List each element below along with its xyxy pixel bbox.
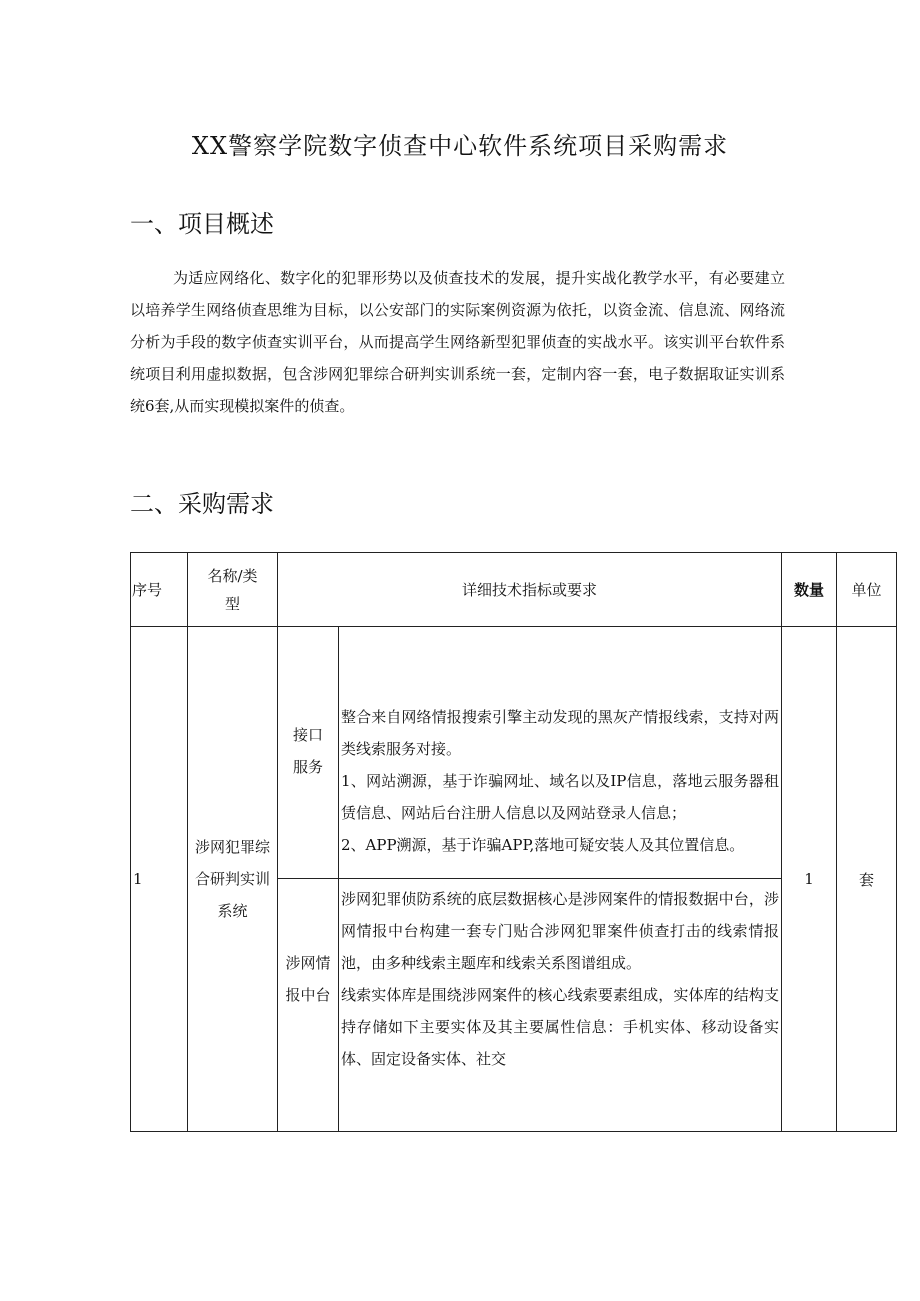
sub1-detail xyxy=(339,627,782,879)
table-header-row xyxy=(131,553,897,627)
header-name-line1: 名称/类 xyxy=(207,566,258,585)
sub1-detail-line: 整合来自网络情报搜索引擎主动发现的黑灰产情报线索，支持对两类线索服务对接。 xyxy=(341,708,779,758)
requirements-table xyxy=(130,552,897,1132)
overview-paragraph: 为适应网络化、数字化的犯罪形势以及侦查技术的发展，提升实战化教学水平，有必要建立以培养学生网络侦查思维为目标，以公安部门的实际案例资源为依托，以资金流、信息流、网络流分析为手段的数字侦查实训平台，从而提高学生网络新型犯罪侦查的实战水平。该实训平台软件系统项目利用虚拟数据，包含涉网犯罪综合研判实训系统一套，定制内容一套，电子数据取证实训系统6套,从而实现模拟案件的侦查。 xyxy=(130,269,785,415)
sub-item-intel-platform xyxy=(278,879,339,1132)
row-name xyxy=(188,627,278,1132)
section-heading-overview: 一、项目概述 xyxy=(130,210,274,238)
header-detail: 详细技术指标或要求 xyxy=(278,553,782,627)
header-seq: 序号 xyxy=(131,553,188,627)
sub2-detail xyxy=(339,879,782,1132)
table-row xyxy=(131,627,897,879)
document-title: XX警察学院数字侦查中心软件系统项目采购需求 xyxy=(191,132,729,160)
header-name xyxy=(188,553,278,627)
row-seq: 1 xyxy=(131,627,188,1132)
section-heading-requirements: 二、采购需求 xyxy=(130,490,274,518)
sub1-name-line1: 接口 xyxy=(292,726,323,744)
row-name-line3: 系统 xyxy=(217,902,248,920)
sub1-detail-line: 2、APP溯源，基于诈骗APP,落地可疑安装人及其位置信息。 xyxy=(341,836,745,854)
sub1-name-line2: 服务 xyxy=(292,758,323,776)
header-unit: 单位 xyxy=(837,553,897,627)
sub1-detail-line: 1、网站溯源，基于诈骗网址、域名以及IP信息，落地云服务器租赁信息、网站后台注册人信息以及网站登录人信息； xyxy=(341,772,779,822)
row-name-line2: 合研判实训 xyxy=(194,870,270,888)
sub2-name-line2: 报中台 xyxy=(285,986,331,1004)
row-qty: 1 xyxy=(782,627,837,1132)
sub-item-interface-service xyxy=(278,627,339,879)
sub2-name-line1: 涉网情 xyxy=(285,954,331,972)
row-unit: 套 xyxy=(837,627,897,1132)
sub2-detail-line: 涉网犯罪侦防系统的底层数据核心是涉网案件的情报数据中台，涉网情报中台构建一套专门贴合涉网犯罪案件侦查打击的线索情报池，由多种线索主题库和线索关系图谱组成。 xyxy=(341,890,779,972)
sub2-detail-line: 线索实体库是围绕涉网案件的核心线索要素组成，实体库的结构支持存储如下主要实体及其主要属性信息：手机实体、移动设备实体、固定设备实体、社交 xyxy=(341,986,779,1068)
header-name-line2: 型 xyxy=(224,594,240,613)
header-qty: 数量 xyxy=(782,553,837,627)
row-name-line1: 涉网犯罪综 xyxy=(194,838,270,856)
